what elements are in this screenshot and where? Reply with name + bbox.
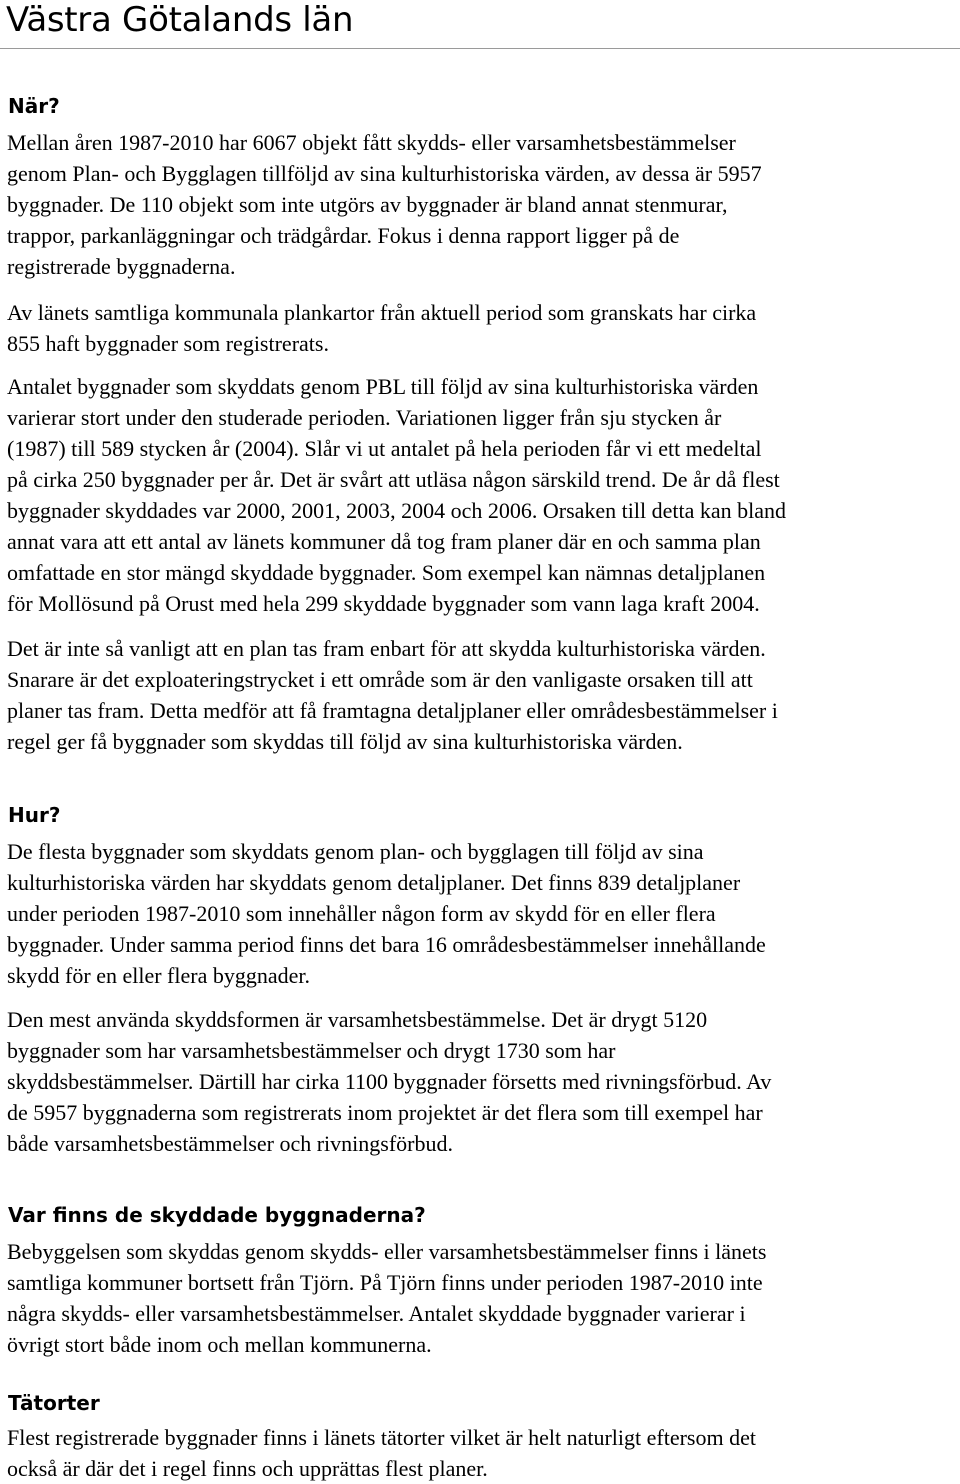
paragraph <box>7 1236 952 1360</box>
text-line: Flest registrerade byggnader finns i länets tätorter vilket är helt naturligt eftersom det <box>7 1425 756 1450</box>
paragraph <box>7 371 952 619</box>
text-line: Antalet byggnader som skyddats genom PBL till följd av sina kulturhistoriska värden <box>7 374 759 399</box>
page-title: Västra Götalands län <box>6 0 354 40</box>
text-line: regel ger få byggnader som skyddas till följd av sina kulturhistoriska värden. <box>7 729 683 754</box>
text-line: Mellan åren 1987-2010 har 6067 objekt fått skydds- eller varsamhetsbestämmelser <box>7 130 736 155</box>
text-line: omfattade en stor mängd skyddade byggnader. Som exempel kan nämnas detaljplanen <box>7 560 766 585</box>
section-heading-var-finns: Var finns de skyddade byggnaderna? <box>8 1203 426 1227</box>
paragraph <box>7 633 952 757</box>
text-line: de 5957 byggnaderna som registrerats inom projektet är det flera som till exempel har <box>7 1100 763 1125</box>
text-line: Den mest använda skyddsformen är varsamhetsbestämmelse. Det är drygt 5120 <box>7 1007 708 1032</box>
text-line: varierar stort under den studerade perioden. Variationen ligger från sju stycken år <box>7 405 722 430</box>
text-line: samtliga kommuner bortsett från Tjörn. På Tjörn finns under perioden 1987-2010 inte <box>7 1270 763 1295</box>
text-line: några skydds- eller varsamhetsbestämmelser. Antalet skyddade byggnader varierar i <box>7 1301 746 1326</box>
paragraph <box>7 127 952 282</box>
text-line: Bebyggelsen som skyddas genom skydds- eller varsamhetsbestämmelser finns i länets <box>7 1239 767 1264</box>
text-line: kulturhistoriska värden har skyddats genom detaljplaner. Det finns 839 detaljplaner <box>7 870 741 895</box>
title-divider <box>0 48 960 49</box>
text-line: skyddsbestämmelser. Därtill har cirka 1100 byggnader försetts med rivningsförbud. Av <box>7 1069 772 1094</box>
section-heading-hur: Hur? <box>8 803 61 827</box>
text-line: för Mollösund på Orust med hela 299 skyddade byggnader som vann laga kraft 2004. <box>7 591 760 616</box>
text-line: 855 haft byggnader som registrerats. <box>7 331 329 356</box>
text-line: (1987) till 589 stycken år (2004). Slår vi ut antalet på hela perioden får vi ett medeltal <box>7 436 762 461</box>
text-line: annat vara att ett antal av länets kommuner då tog fram planer där en och samma plan <box>7 529 761 554</box>
text-line: planer tas fram. Detta medför att få framtagna detaljplaner eller områdesbestämmelser i <box>7 698 778 723</box>
text-line: byggnader. De 110 objekt som inte utgörs av byggnader är bland annat stenmurar, <box>7 192 728 217</box>
text-line: byggnader som har varsamhetsbestämmelser och drygt 1730 som har <box>7 1038 616 1063</box>
text-line: registrerade byggnaderna. <box>7 254 236 279</box>
text-line: också är där det i regel finns och upprättas flest planer. <box>7 1456 488 1481</box>
text-line: under perioden 1987-2010 som innehåller någon form av skydd för en eller flera <box>7 901 716 926</box>
paragraph <box>7 836 952 991</box>
paragraph <box>7 297 952 359</box>
text-line: byggnader skyddades var 2000, 2001, 2003, 2004 och 2006. Orsaken till detta kan bland <box>7 498 787 523</box>
text-line: byggnader. Under samma period finns det bara 16 områdesbestämmelser innehållande <box>7 932 766 957</box>
text-line: Det är inte så vanligt att en plan tas fram enbart för att skydda kulturhistoriska värden. <box>7 636 766 661</box>
text-line: övrigt stort både inom och mellan kommunerna. <box>7 1332 432 1357</box>
text-line: Av länets samtliga kommunala plankartor från aktuell period som granskats har cirka <box>7 300 757 325</box>
text-line: både varsamhetsbestämmelser och rivningsförbud. <box>7 1131 453 1156</box>
section-heading-nar: När? <box>8 94 60 118</box>
text-line: Snarare är det exploateringstrycket i ett område som är den vanligaste orsaken till att <box>7 667 753 692</box>
text-line: på cirka 250 byggnader per år. Det är svårt att utläsa någon särskild trend. De år då flest <box>7 467 780 492</box>
paragraph <box>7 1004 952 1159</box>
text-line: De flesta byggnader som skyddats genom plan- och bygglagen till följd av sina <box>7 839 704 864</box>
paragraph <box>7 1422 952 1484</box>
text-line: genom Plan- och Bygglagen tillföljd av sina kulturhistoriska värden, av dessa är 5957 <box>7 161 762 186</box>
text-line: trappor, parkanläggningar och trädgårdar. Fokus i denna rapport ligger på de <box>7 223 680 248</box>
section-heading-tatorter: Tätorter <box>8 1391 100 1415</box>
text-line: skydd för en eller flera byggnader. <box>7 963 310 988</box>
